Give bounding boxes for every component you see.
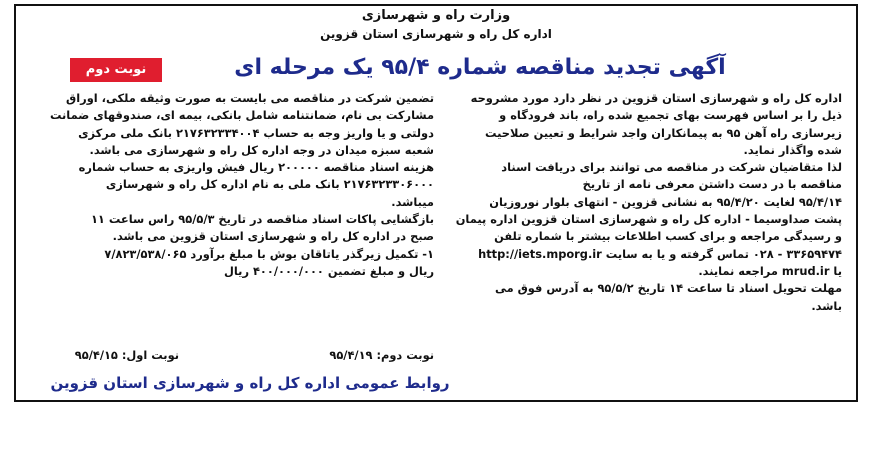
tender-headline: آگهی تجدید مناقصه شماره ۹۵/۴ یک مرحله ای <box>234 55 726 80</box>
body-line: لذا متقاضیان شرکت در مناقصه می توانند برای دریافت اسناد <box>501 160 842 175</box>
body-line: زیرسازی راه آهن ۹۵ به پیمانکاران واجد شرایط و تعیین صلاحیت <box>485 125 842 140</box>
body-line: پشت صداوسیما - اداره کل راه و شهرسازی استان قزوین اداره پیمان <box>455 212 842 227</box>
round-badge: نوبت دوم <box>70 58 162 82</box>
body-line: تضمین شرکت در مناقصه می بایست به صورت وثیقه ملکی، اوراق <box>66 91 434 105</box>
body-line: ریال و مبلغ تضمین ۴۰۰/۰۰۰/۰۰۰ ریال <box>224 263 434 278</box>
body-line: هزینه اسناد مناقصه ۲۰۰۰۰۰ ریال فیش واریزی به حساب شماره <box>78 160 434 175</box>
body-line: یا mrud.ir مراجعه نمایند. <box>698 263 842 278</box>
body-left-column <box>30 90 434 280</box>
body-line: اداره کل راه و شهرسازی استان قزوین در نظر دارد مورد مشروحه <box>470 91 842 105</box>
body-line: مشارکت بی نام، ضمانتنامه شامل بانکی، بیمه ای، صندوقهای ضمانت <box>49 108 434 123</box>
ministry-title: وزارت راه و شهرسازی <box>361 8 511 23</box>
body-line: ۲۱۷۶۳۲۳۳۰۶۰۰۰ بانک ملی به نام اداره کل راه و شهرسازی <box>105 177 434 192</box>
public-relations-footer: روابط عمومی اداره کل راه و شهرسازی استان قزوین <box>50 374 450 392</box>
second-round-date: نوبت دوم: ۹۵/۴/۱۹ <box>329 348 434 362</box>
body-line: میباشد. <box>391 194 434 209</box>
body-line: دولتی و یا واریز وجه به حساب ۲۱۷۶۳۲۳۳۴۰۰۴ بانک ملی مرکزی <box>78 125 434 140</box>
body-line: ذیل را بر اساس فهرست بهای تجمیع شده راه، باند فرودگاه و <box>499 108 842 123</box>
first-round-date: نوبت اول: ۹۵/۴/۱۵ <box>74 348 179 362</box>
body-line: ۹۵/۴/۱۴ لغایت ۹۵/۴/۲۰ به نشانی قزوین - انتهای بلوار نوروزیان <box>489 194 842 209</box>
body-line: شعبه سبزه میدان در وجه اداره کل راه و شهرسازی می باشد. <box>89 142 434 157</box>
body-line: باشد. <box>811 298 842 313</box>
body-line: ۳۳۶۵۹۴۷۴ - ۰۲۸ تماس گرفته و یا به سایت http://iets.mporg.ir <box>478 246 842 261</box>
body-line: مناقصه با در دست داشتن معرفی نامه از تاریخ <box>582 177 842 192</box>
body-line: مهلت تحویل اسناد تا ساعت ۱۴ تاریخ ۹۵/۵/۲ به آدرس فوق می <box>495 281 842 296</box>
body-line: و رسیدگی مراجعه و برای کسب اطلاعات بیشتر با شماره تلفن <box>494 229 842 244</box>
body-right-column <box>446 90 842 315</box>
body-line: صبح در اداره کل راه و شهرسازی استان قزوین می باشد. <box>112 229 434 244</box>
office-title: اداره کل راه و شهرسازی استان قزوین <box>320 27 552 41</box>
body-line: ۱- تکمیل زیرگذر یاتاقان بوش با مبلغ برآورد ۷/۸۲۳/۵۳۸/۰۶۵ <box>104 246 434 261</box>
body-line: بازگشایی پاکات اسناد مناقصه در تاریخ ۹۵/۵/۳ راس ساعت ۱۱ <box>90 212 434 227</box>
body-line: شده واگذار نماید. <box>743 142 842 157</box>
